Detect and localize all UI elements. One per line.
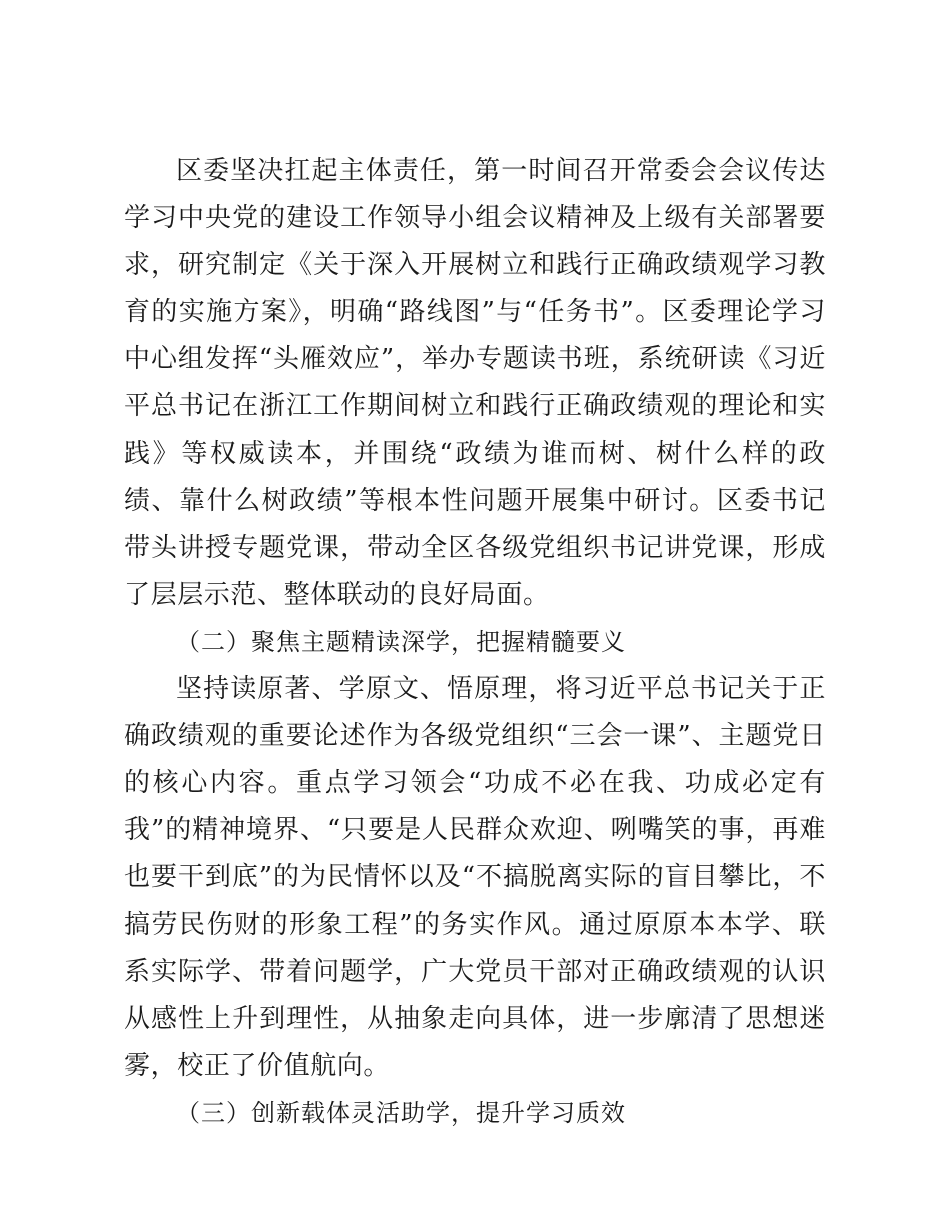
section-heading-3: （三）创新载体灵活助学，提升学习质效 (176, 1098, 626, 1127)
section-heading-2: （二）聚焦主题精读深学，把握精髓要义 (176, 627, 626, 656)
paragraph-deep-study: 坚持读原著、学原文、悟原理，将习近平总书记关于正确政绩观的重要论述作为各级党组织“三会一课”、主题党日的核心内容。重点学习领会“功成不必在我、功成必定有我”的精神境界、“只要是人民群众欢迎、咧嘴笑的事，再难也要干到底”的为民情怀以及“不搞脱离实际的盲目攀比，不搞劳民伤财的形象工程”的务实作风。通过原原本本学、联系实际学、带着问题学，广大党员干部对正确政绩观的认识从感性上升到理性，从抽象走向具体，进一步廓清了思想迷雾，校正了价值航向。 (124, 674, 826, 1081)
document-body (124, 148, 826, 1137)
paragraph-main-responsibility: 区委坚决扛起主体责任，第一时间召开常委会会议传达学习中央党的建设工作领导小组会议精神及上级有关部署要求，研究制定《关于深入开展树立和践行正确政绩观学习教育的实施方案》，明确“路线图”与“任务书”。区委理论学习中心组发挥“头雁效应”，举办专题读书班，系统研读《习近平总书记在浙江工作期间树立和践行正确政绩观的理论和实践》等权威读本，并围绕“政绩为谁而树、树什么样的政绩、靠什么树政绩”等根本性问题开展集中研讨。区委书记带头讲授专题党课，带动全区各级党组织书记讲党课，形成了层层示范、整体联动的良好局面。 (124, 156, 826, 610)
